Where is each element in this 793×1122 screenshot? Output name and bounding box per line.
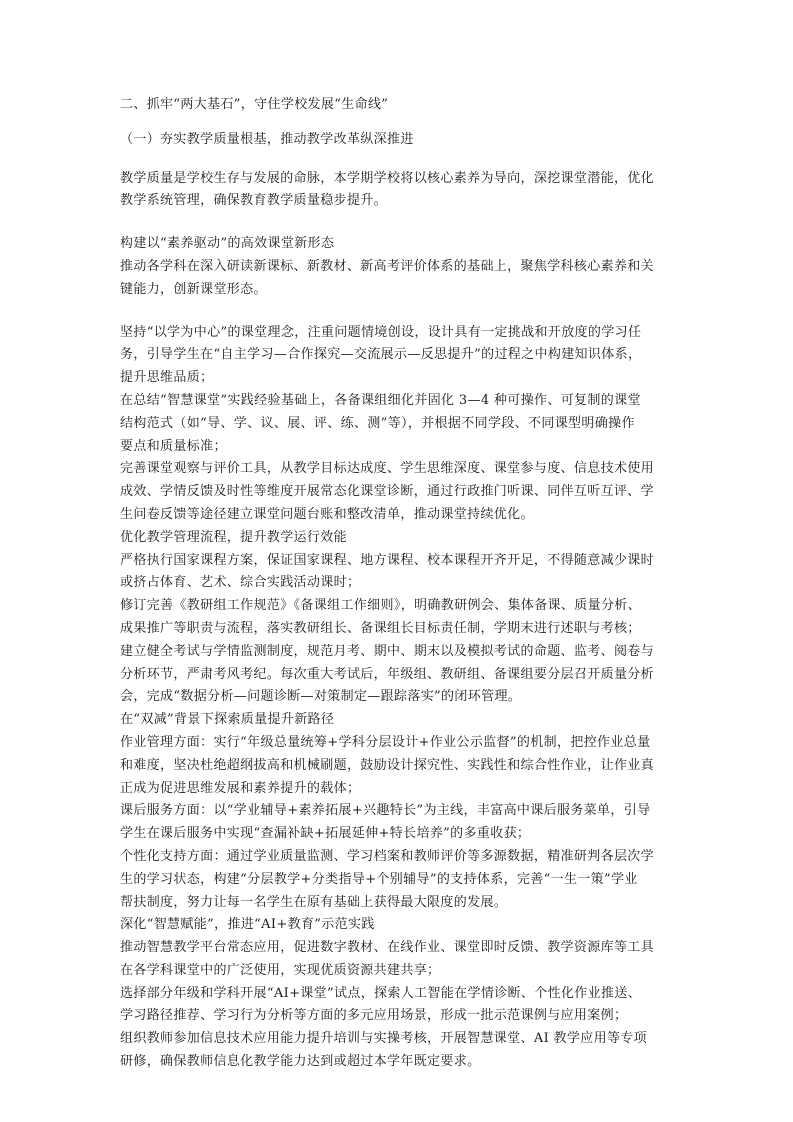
- text-line: 严格执行国家课程方案，保证国家课程、地方课程、校本课程开齐开足，不得随意减少课时: [120, 552, 655, 568]
- text-line: 坚持“以学为中心”的课堂理念，注重问题情境创设，设计具有一定挑战和开放度的学习任: [120, 324, 642, 340]
- text-line: 研修，确保教师信息化教学能力达到或超过本学年既定要求。: [120, 1054, 481, 1070]
- text-line: 成效、学情反馈及时性等维度开展常态化课堂诊断，通过行政推门听课、同伴互听互评、学: [120, 484, 655, 500]
- text-line: 构建以“素养驱动”的高效课堂新形态: [120, 236, 335, 252]
- text-line: 务，引导学生在“自主学习—合作探究—交流展示—反思提升”的过程之中构建知识体系，: [120, 347, 642, 363]
- text-line: 帮扶制度，努力让每一名学生在原有基础上获得最大限度的发展。: [120, 894, 508, 910]
- text-line: 学习路径推荐、学习行为分析等方面的多元应用场景，形成一批示范课例与应用案例；: [120, 1008, 628, 1024]
- text-line: 在各学科课堂中的广泛使用，实现优质资源共建共享；: [120, 962, 441, 978]
- text-line: 或挤占体育、艺术、综合实践活动课时；: [120, 575, 361, 591]
- text-line: 键能力，创新课堂形态。: [120, 281, 267, 297]
- text-line: 教学系统管理，确保教育教学质量稳步提升。: [120, 193, 388, 209]
- text-line: 要点和质量标准；: [120, 438, 227, 454]
- subsection-heading: （一）夯实教学质量根基，推动教学改革纵深推进: [120, 131, 414, 147]
- text-line: 成果推广等职责与流程，落实教研组长、备课组长目标责任制，学期末进行述职与考核；: [120, 620, 641, 636]
- text-line: 个性化支持方面：通过学业质量监测、学习档案和教师评价等多源数据，精准研判各层次学: [120, 848, 655, 864]
- section-heading: 二、抓牢“两大基石”，守住学校发展“生命线”: [120, 97, 389, 112]
- intro-paragraph: [120, 168, 697, 214]
- paragraph-gap: [120, 213, 697, 233]
- text-line: 和难度，坚决杜绝超纲拔高和机械刷题，鼓励设计探究性、实践性和综合性作业，让作业真: [120, 757, 655, 773]
- text-line: 教学质量是学校生存与发展的命脉，本学期学校将以核心素养为导向，深挖课堂潜能，优化: [120, 170, 655, 186]
- text-line: 组织教师参加信息技术应用能力提升培训与实操考核，开展智慧课堂、AI 教学应用等专项: [120, 1031, 648, 1047]
- text-line: 深化“智慧赋能”，推进“AI+教育”示范实践: [120, 917, 375, 933]
- text-line: 推动各学科在深入研读新课标、新教材、新高考评价体系的基础上，聚焦学科核心素养和关: [120, 258, 655, 274]
- text-line: 作业管理方面：实行“年级总量统筹+学科分层设计+作业公示监督”的机制，把控作业总量: [120, 734, 651, 750]
- text-line: 课后服务方面：以“学业辅导+素养拓展+兴趣特长”为主线，丰富高中课后服务菜单，引导: [120, 803, 651, 819]
- text-line: 在“双减”背景下探索质量提升新路径: [120, 712, 335, 728]
- text-line: 在总结“智慧课堂”实践经验基础上，各备课组细化并固化 3—4 种可操作、可复制的课堂: [120, 392, 641, 408]
- text-line: 生的学习状态，构建“分层教学+分类指导+个别辅导”的支持体系，完善“一生一策”学业: [120, 871, 638, 887]
- text-line: 正成为促进思维发展和素养提升的载体；: [120, 780, 361, 796]
- text-line: 选择部分年级和学科开展“AI+课堂”试点，探索人工智能在学情诊断、个性化作业推送、: [120, 985, 642, 1001]
- text-line: 生问卷反馈等途径建立课堂问题台账和整改清单，推动课堂持续优化。: [120, 506, 534, 522]
- section-2: [120, 322, 697, 1074]
- text-line: 分析环节，严肃考风考纪。每次重大考试后，年级组、教研组、备课组要分层召开质量分析: [120, 666, 655, 682]
- section-1: [120, 233, 697, 301]
- text-line: 推动智慧教学平台常态应用，促进数字教材、在线作业、课堂即时反馈、教学资源库等工具: [120, 940, 655, 956]
- paragraph-gap: [120, 302, 697, 322]
- text-line: 会，完成“数据分析—问题诊断—对策制定—跟踪落实”的闭环管理。: [120, 689, 522, 705]
- text-line: 结构范式（如“导、学、议、展、评、练、测”等），并根据不同学段、不同课型明确操作: [120, 415, 635, 431]
- text-line: 修订完善《教研组工作规范》《备课组工作细则》，明确教研例会、集体备课、质量分析、: [120, 598, 642, 614]
- text-line: 建立健全考试与学情监测制度，规范月考、期中、期末以及模拟考试的命题、监考、阅卷与: [120, 643, 655, 659]
- text-line: 学生在课后服务中实现“查漏补缺+拓展延伸+特长培养”的多重收获；: [120, 826, 531, 842]
- text-line: 提升思维品质；: [120, 370, 214, 386]
- text-line: 完善课堂观察与评价工具，从教学目标达成度、学生思维深度、课堂参与度、信息技术使用: [120, 461, 655, 477]
- text-line: 优化教学管理流程，提升教学运行效能: [120, 529, 347, 545]
